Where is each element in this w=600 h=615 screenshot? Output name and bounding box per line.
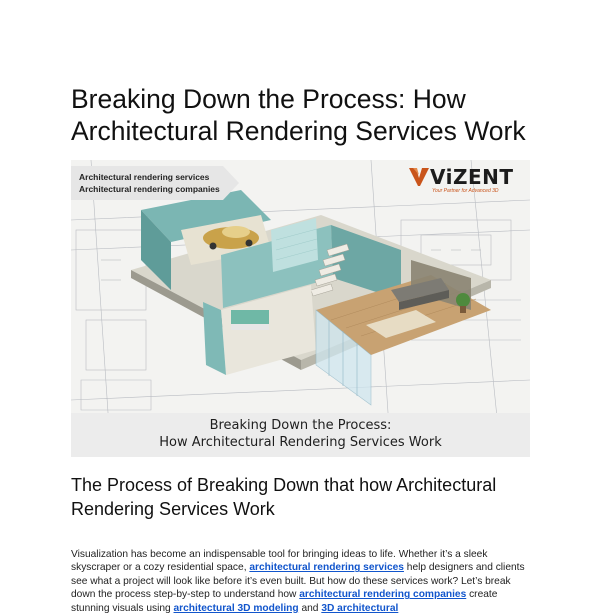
paragraph-text-1: Visualization has become an indispensable tool for bringing ideas to life. Whether it’s a sleek skyscraper or a cozy residential space,: [71, 549, 488, 574]
vizent-v-mark-icon: [408, 166, 430, 188]
hero-image: [71, 160, 530, 457]
section-heading: The Process of Breaking Down that how Architectural Rendering Services Work: [71, 475, 497, 519]
hero-tag-line-2: Architectural rendering companies: [79, 184, 220, 194]
hero-tag-line-1: Architectural rendering services: [79, 172, 210, 182]
logo-tagline: Your Partner for Advanced 3D: [432, 188, 499, 194]
hero-caption-line-1: Breaking Down the Process:: [209, 418, 392, 433]
link-3d-architectural[interactable]: 3D architectural: [321, 602, 399, 614]
link-architectural-rendering-companies[interactable]: architectural rendering companies: [299, 589, 467, 601]
logo-text: ViZENT: [430, 165, 514, 189]
paragraph-text-2: help designers and clients see what a project will look like before it’s even built. But how do these services work? Let’s break down the process step-by-step to understand how: [71, 562, 525, 601]
hero-caption: [71, 413, 530, 457]
link-architectural-3d-modeling[interactable]: architectural 3D modeling: [173, 602, 299, 614]
intro-paragraph: [71, 548, 531, 615]
paragraph-text-3: create stunning visuals using: [71, 589, 498, 614]
article-title: Breaking Down the Process: How Architectural Rendering Services Work: [71, 84, 526, 146]
paragraph-text-4: and: [298, 602, 322, 614]
hero-caption-line-2: How Architectural Rendering Services Work: [159, 435, 442, 450]
vizent-logo: [408, 166, 520, 196]
link-architectural-rendering-services[interactable]: architectural rendering services: [249, 562, 404, 574]
hero-tag-box: [71, 166, 239, 200]
